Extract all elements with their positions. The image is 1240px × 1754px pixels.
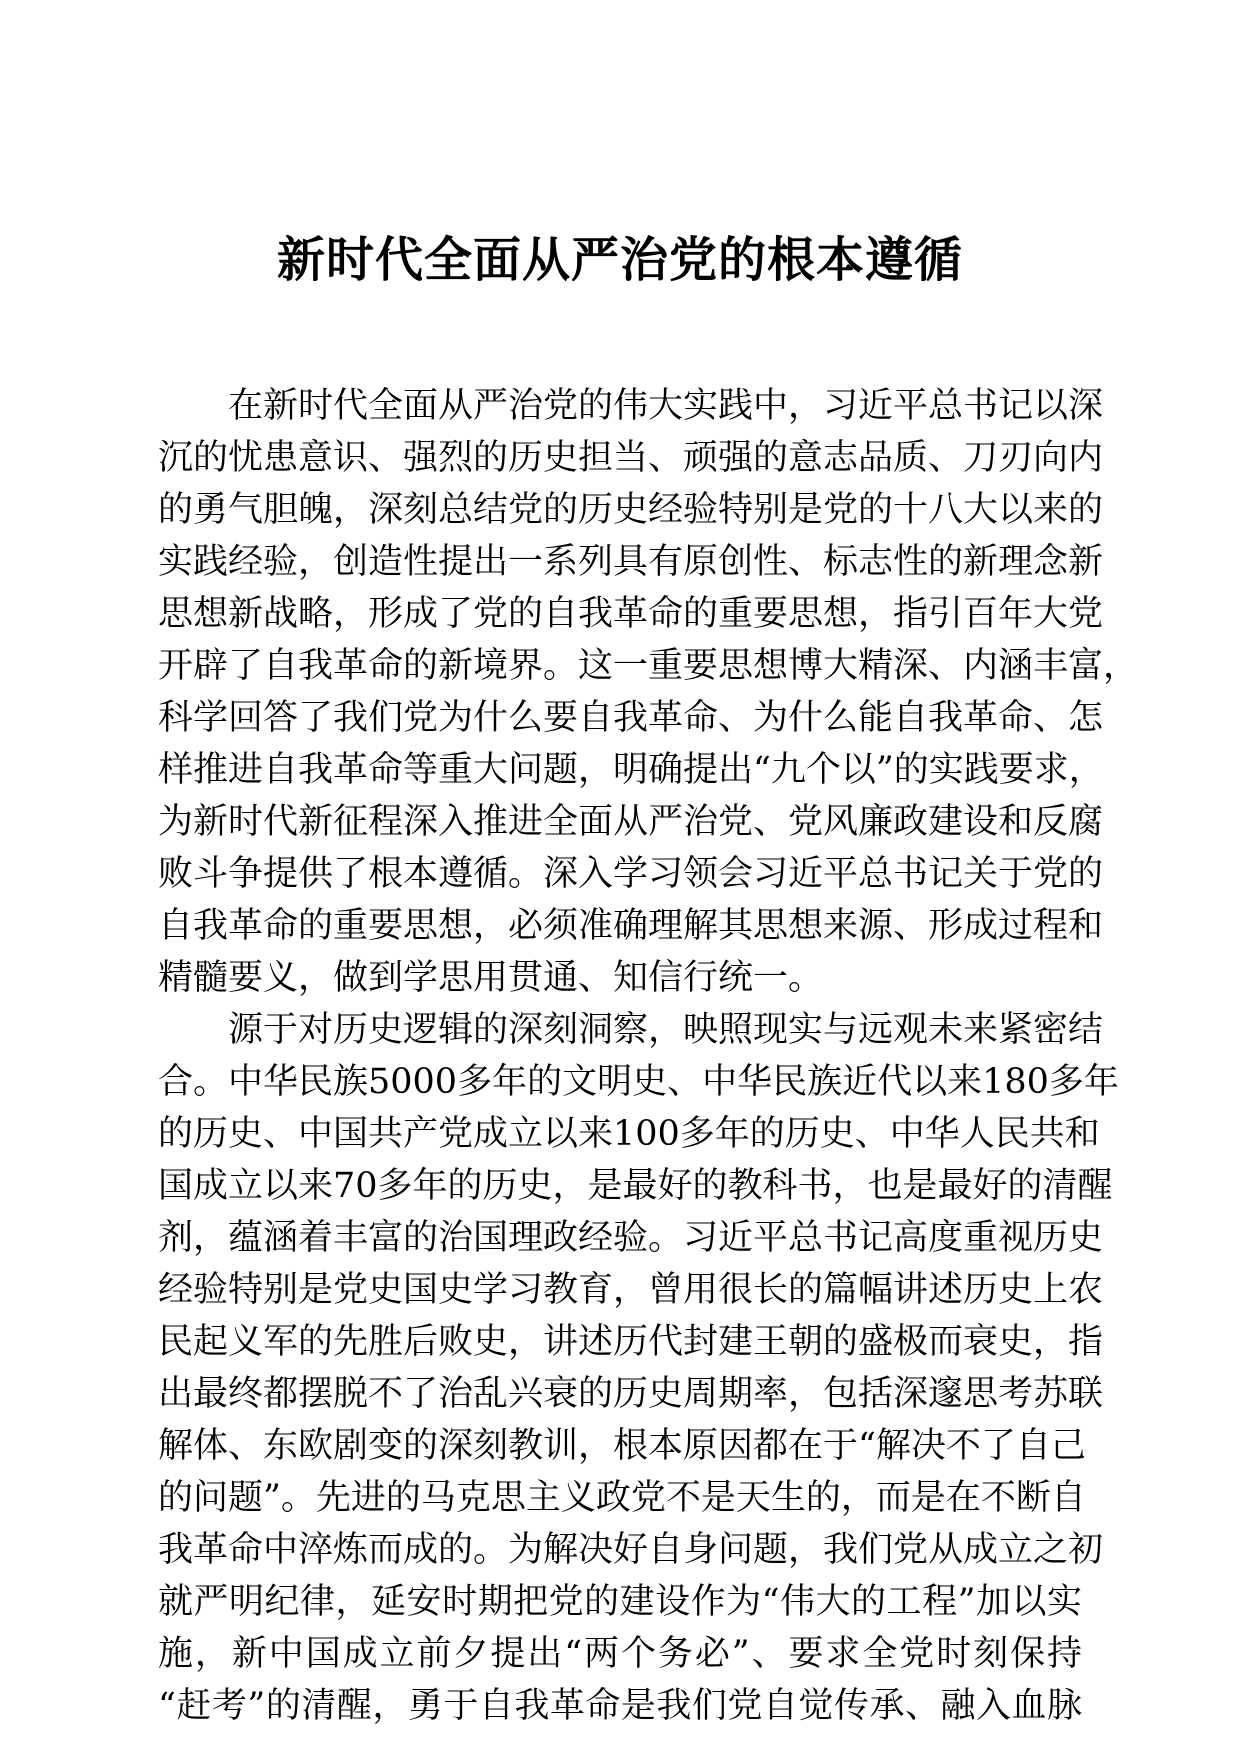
paragraph-line: 的勇气胆魄，深刻总结党的历史经验特别是党的十八大以来的 [158,490,1104,530]
paragraph-line: “赶考”的清醒，勇于自我革命是我们党自觉传承、融入血脉 [158,1686,1082,1726]
paragraph-line: 开辟了自我革命的新境界。这一重要思想博大精深、内涵丰富， [158,646,1139,686]
paragraph-line: 科学回答了我们党为什么要自我革命、为什么能自我革命、怎 [158,698,1104,738]
paragraph-line: 为新时代新征程深入推进全面从严治党、党风廉政建设和反腐 [158,802,1104,842]
paragraph-line: 实践经验，创造性提出一系列具有原创性、标志性的新理念新 [158,542,1104,582]
paragraph-line: 合。中华民族5000多年的文明史、中华民族近代以来180多年 [158,1062,1119,1102]
paragraph-line: 国成立以来70多年的历史，是最好的教科书，也是最好的清醒 [158,1166,1113,1206]
paragraph-line: 剂，蕴涵着丰富的治国理政经验。习近平总书记高度重视历史 [158,1218,1104,1258]
paragraph-line: 解体、东欧剧变的深刻教训，根本原因都在于“解决不了自己 [158,1426,1086,1466]
paragraph-line: 经验特别是党史国史学习教育，曾用很长的篇幅讲述历史上农 [158,1270,1104,1310]
paragraph-line: 施，新中国成立前夕提出“两个务必”、要求全党时刻保持 [158,1634,1082,1674]
paragraph-line: 思想新战略，形成了党的自我革命的重要思想，指引百年大党 [158,594,1104,634]
paragraph-line: 出最终都摆脱不了治乱兴衰的历史周期率，包括深邃思考苏联 [158,1374,1104,1414]
paragraph-line: 在新时代全面从严治党的伟大实践中，习近平总书记以深 [228,386,1104,426]
paragraph-line: 精髓要义，做到学思用贯通、知信行统一。 [158,958,824,998]
document-title: 新时代全面从严治党的根本遵循 [276,232,963,288]
paragraph-line: 的历史、中国共产党成立以来100多年的历史、中华人民共和 [158,1114,1100,1154]
paragraph-line: 源于对历史逻辑的深刻洞察，映照现实与远观未来紧密结 [228,1010,1104,1050]
paragraph-line: 我革命中淬炼而成的。为解决好自身问题，我们党从成立之初 [158,1530,1104,1570]
paragraph-line: 沉的忧患意识、强烈的历史担当、顽强的意志品质、刀刃向内 [158,438,1104,478]
document-body [158,380,1139,1732]
paragraph-line: 就严明纪律，延安时期把党的建设作为“伟大的工程”加以实 [158,1582,1082,1622]
paragraph-line: 民起义军的先胜后败史，讲述历代封建王朝的盛极而衰史，指 [158,1322,1104,1362]
paragraph-line: 的问题”。先进的马克思主义政党不是天生的，而是在不断自 [158,1478,1086,1518]
paragraph-line: 败斗争提供了根本遵循。深入学习领会习近平总书记关于党的 [158,854,1104,894]
paragraph-line: 样推进自我革命等重大问题，明确提出“九个以”的实践要求， [158,750,1104,790]
paragraph-2 [158,1004,1119,1732]
paragraph-line: 自我革命的重要思想，必须准确理解其思想来源、形成过程和 [158,906,1104,946]
paragraph-1 [158,380,1139,1004]
